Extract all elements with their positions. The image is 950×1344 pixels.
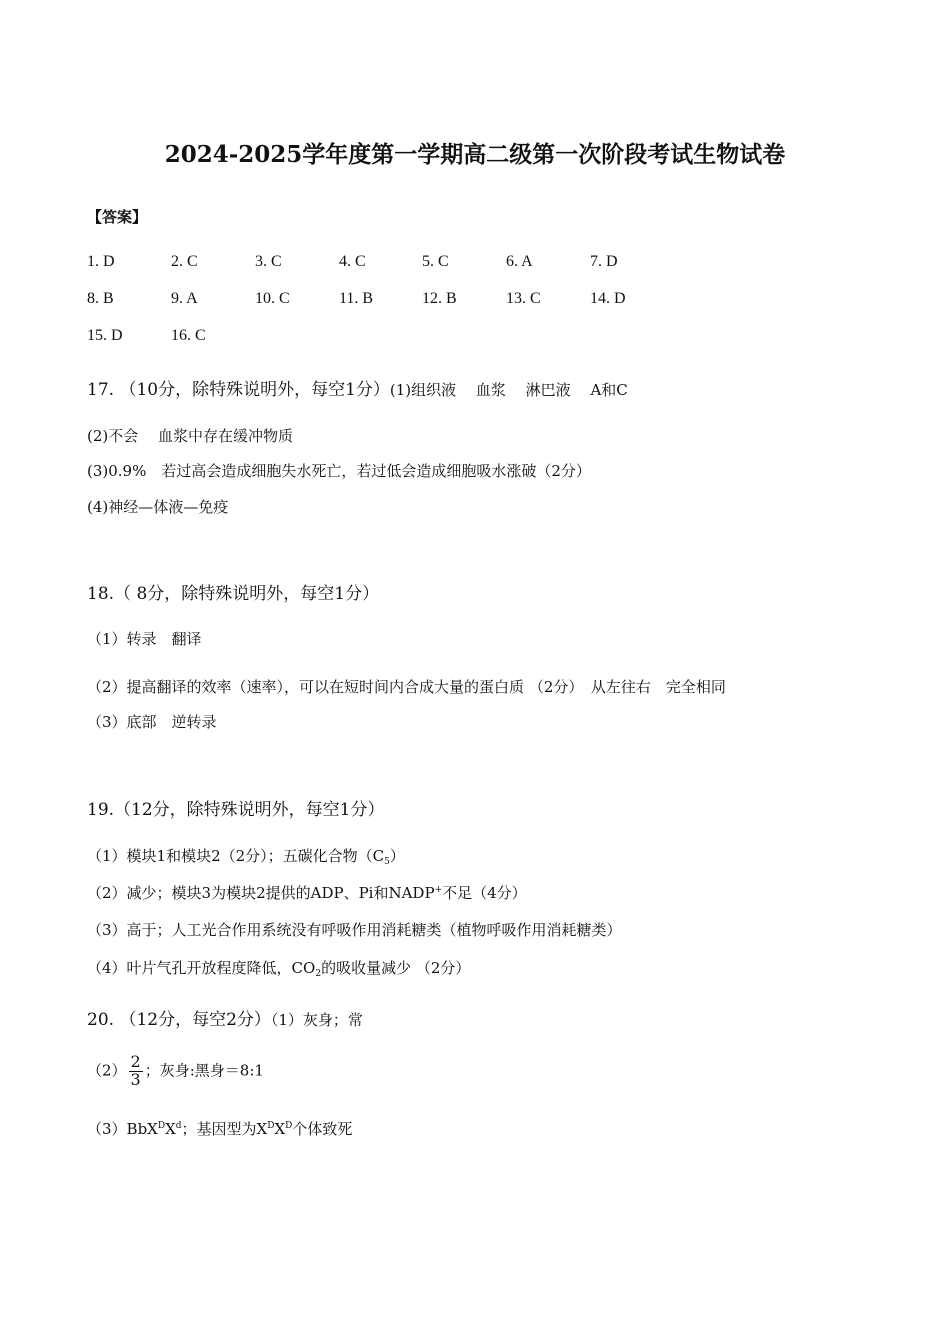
mc-answer-4: 4. C <box>339 253 366 270</box>
mc-answer-11: 11. B <box>339 290 374 307</box>
q19-header: 19.（12分，除特殊说明外，每空1分） <box>87 800 385 820</box>
mc-answer-13: 13. C <box>506 290 541 307</box>
mc-answer-9: 9. A <box>171 290 198 307</box>
mc-answer-2: 2. C <box>171 253 198 270</box>
mc-answer-3: 3. C <box>255 253 282 270</box>
mc-answer-6: 6. A <box>506 253 533 270</box>
q17-answer-1: (1)组织液 血浆 淋巴液 A和C <box>389 381 628 399</box>
q19-answer-4: （4）叶片气孔开放程度降低，$CO_2$的吸收量减少 （2分） <box>87 959 471 979</box>
mc-answer-16: 16. C <box>171 327 206 344</box>
mc-answer-14: 14. D <box>590 290 626 307</box>
mc-answer-15: 15. D <box>87 327 123 344</box>
q20-answer-1: （1）灰身；常 <box>270 1011 363 1029</box>
q19-answer-2: （2）减少；模块3为模块2提供的ADP、Pi和NADP+不足（4分） <box>87 884 527 902</box>
q19-answer-1: （1）模块1和模块2（2分）；五碳化合物$(C_5)$ <box>87 847 405 867</box>
mc-answer-12: 12. B <box>422 290 457 307</box>
mc-answer-7: 7. D <box>590 253 618 270</box>
q18-answer-3: （3）底部 逆转录 <box>87 713 217 731</box>
mc-answer-10: 10. C <box>255 290 290 307</box>
answer-label: 【答案】 <box>87 208 148 226</box>
q20-header: 20. （12分，每空2分） <box>87 1010 271 1030</box>
fraction-two-thirds: $\frac{2}{3}$ <box>130 1052 141 1089</box>
q17-answer-2: (2)不会 血浆中存在缓冲物质 <box>87 427 294 445</box>
q18-header: 18.（ 8分，除特殊说明外，每空1分） <box>87 584 380 604</box>
page-title: 2024-2025学年度第一学期高二级第一次阶段考试生物试卷 <box>164 141 786 168</box>
q18-answer-2: （2）提高翻译的效率（速率），可以在短时间内合成大量的蛋白质 （2分） 从左往右 完全相同 <box>87 678 726 696</box>
q19-answer-3: （3）高于；人工光合作用系统没有呼吸作用消耗糖类（植物呼吸作用消耗糖类） <box>87 921 622 939</box>
q20-answer-2: （2） $\frac{2}{3}$ ；灰身:黑身＝8:1 <box>87 1052 264 1089</box>
q18-answer-1: （1）转录 翻译 <box>87 630 202 648</box>
q17-header: 17. （10分，除特殊说明外，每空1分） <box>87 380 390 400</box>
mc-answer-1: 1. D <box>87 253 115 270</box>
q17-answer-3: (3)0.9% 若过高会造成细胞失水死亡，若过低会造成细胞吸水涨破（2分） <box>87 462 591 480</box>
mc-answer-8: 8. B <box>87 290 114 307</box>
q17-answer-4: (4)神经—体液—免疫 <box>87 498 229 516</box>
q17-first-line <box>87 375 628 400</box>
q20-first-line <box>87 1005 363 1030</box>
mc-answer-5: 5. C <box>422 253 449 270</box>
q20-answer-3: $(3)BbX^DX^d$；基因型为$X^DX^D$个体致死 <box>87 1120 353 1138</box>
